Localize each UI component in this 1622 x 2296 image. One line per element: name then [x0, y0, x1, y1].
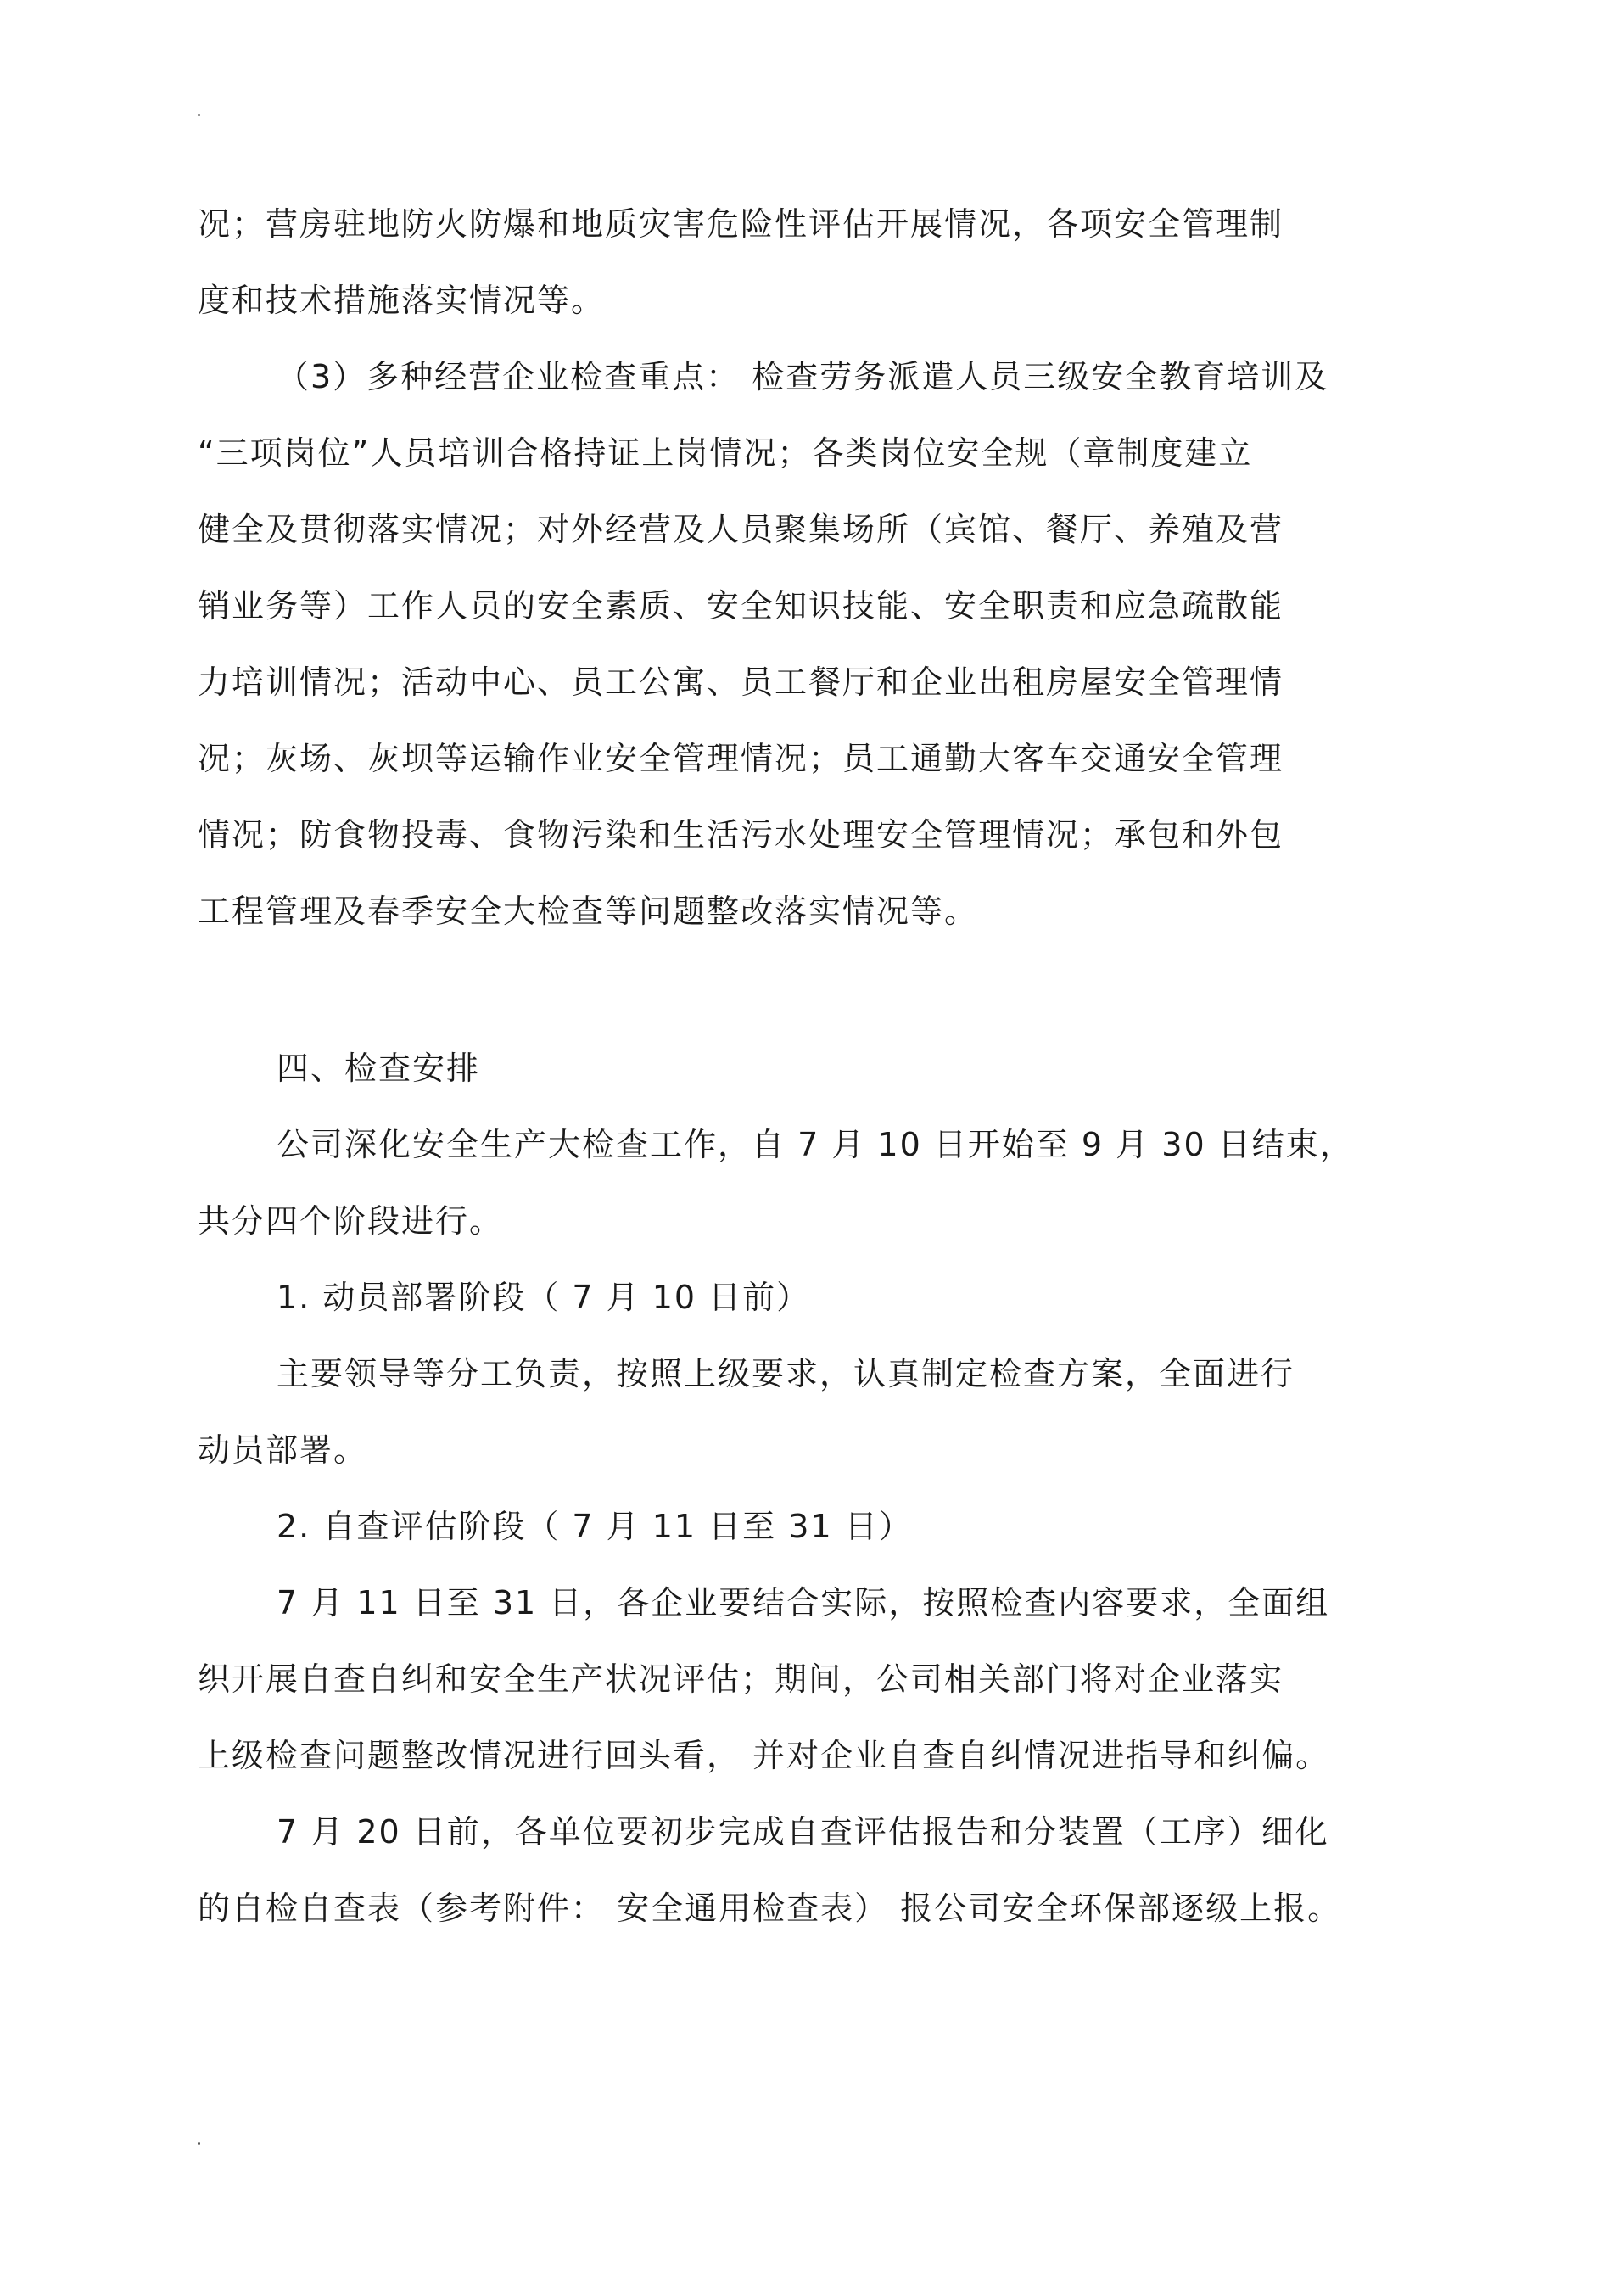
paragraph-line: 织开展自查自纠和安全生产状况评估；期间，公司相关部门将对企业落实: [198, 1660, 1284, 1698]
paragraph-line: 销业务等）工作人员的安全素质、安全知识技能、安全职责和应急疏散能: [198, 587, 1284, 624]
stage-heading: 2. 自查评估阶段（ 7 月 11 日至 31 日）: [277, 1508, 913, 1545]
paragraph-line: 力培训情况；活动中心、员工公寓、员工餐厅和企业出租房屋安全管理情: [198, 664, 1284, 701]
paragraph-line: （3）多种经营企业检查重点： 检查劳务派遣人员三级安全教育培训及: [277, 358, 1329, 395]
paragraph-line: 健全及贯彻落实情况；对外经营及人员聚集场所（宾馆、餐厅、养殖及营: [198, 511, 1284, 548]
page-marker-dot: [198, 114, 200, 116]
paragraph-line: 公司深化安全生产大检查工作，自 7 月 10 日开始至 9 月 30 日结束，: [277, 1126, 1354, 1163]
paragraph-line: “三项岗位”人员培训合格持证上岗情况；各类岗位安全规（章制度建立: [198, 434, 1253, 472]
paragraph-line: 工程管理及春季安全大检查等问题整改落实情况等。: [198, 893, 979, 930]
stage-heading: 1. 动员部署阶段（ 7 月 10 日前）: [277, 1279, 811, 1316]
paragraph-line: 7 月 20 日前，各单位要初步完成自查评估报告和分装置（工序）细化: [277, 1813, 1329, 1851]
paragraph-line: 况；营房驻地防火防爆和地质灾害危险性评估开展情况，各项安全管理制: [198, 205, 1284, 243]
page-marker-dot: [198, 2142, 200, 2145]
paragraph-line: 动员部署。: [198, 1431, 368, 1469]
paragraph-line: 度和技术措施落实情况等。: [198, 282, 606, 319]
paragraph-line: 情况；防食物投毒、食物污染和生活污水处理安全管理情况；承包和外包: [198, 816, 1284, 854]
section-heading: 四、检查安排: [277, 1050, 481, 1087]
paragraph-line: 共分四个阶段进行。: [198, 1202, 504, 1240]
paragraph-line: 上级检查问题整改情况进行回头看， 并对企业自查自纠情况进指导和纠偏。: [198, 1737, 1330, 1774]
paragraph-line: 主要领导等分工负责，按照上级要求，认真制定检查方案，全面进行: [277, 1355, 1295, 1392]
paragraph-line: 况；灰场、灰坝等运输作业安全管理情况；员工通勤大客车交通安全管理: [198, 740, 1284, 777]
paragraph-line: 的自检自查表（参考附件： 安全通用检查表） 报公司安全环保部逐级上报。: [198, 1890, 1342, 1927]
paragraph-line: 7 月 11 日至 31 日，各企业要结合实际，按照检查内容要求，全面组: [277, 1584, 1330, 1621]
